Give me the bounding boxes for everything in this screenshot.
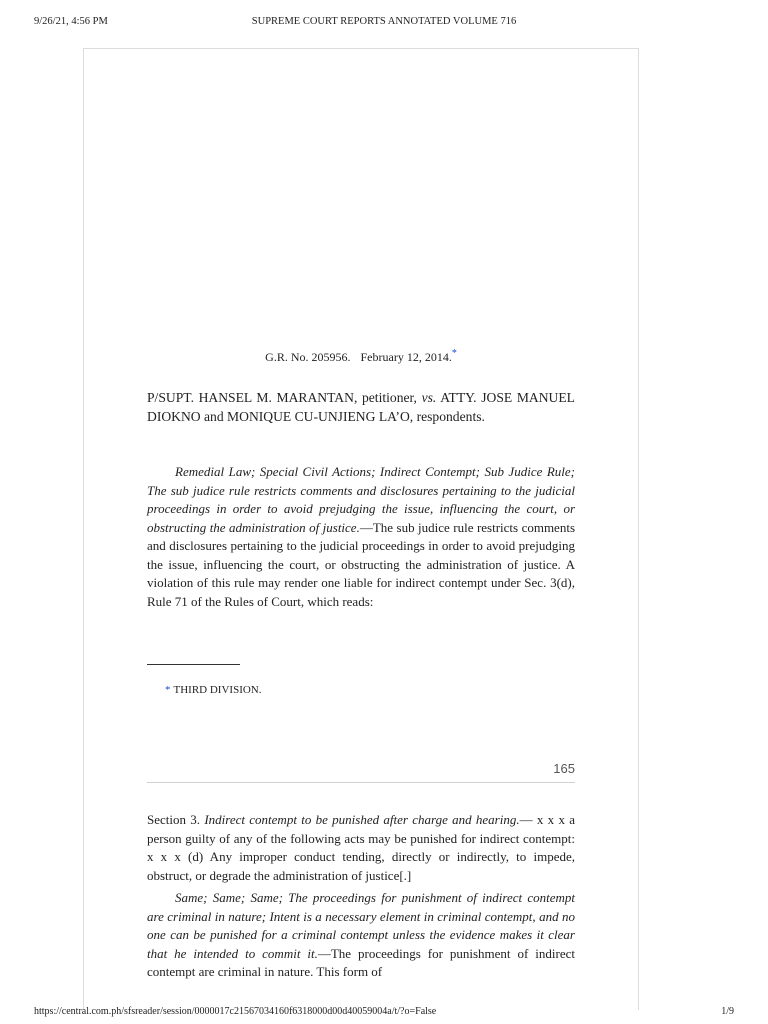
versus-text: vs.	[421, 390, 437, 405]
case-parties	[147, 388, 575, 426]
syllabus-body-2: —The proceedings for punishment of indirect contempt are criminal in nature. This form of	[147, 945, 575, 979]
syllabus-paragraph-2	[147, 889, 575, 982]
section-quote	[147, 811, 575, 885]
continued-text	[147, 811, 575, 986]
petitioner-text: P/SUPT. HANSEL M. MARANTAN, petitioner,	[147, 390, 417, 405]
case-heading	[147, 350, 575, 365]
section-body: — x x x a person guilty of any of the following acts may be punished for indirect contempt: x x x (d) Any improper conduct tending, directly or indirectly, to impede, obstruct, or degrade the administration of justice[.]	[147, 812, 575, 883]
case-gr-number: G.R. No. 205956.	[265, 350, 351, 364]
syllabus-keywords-2: Same; Same; Same; The proceedings for punishment of indirect contempt are criminal in nature; Intent is a necessary element in criminal contempt, and no one can be punished for a criminal contempt unless the evidence makes it clear that he intended to commit it.	[147, 890, 575, 961]
syllabus-keywords: Remedial Law; Special Civil Actions; Indirect Contempt; Sub Judice Rule; The sub judice rule restricts comments and disclosures pertaining to the judicial proceedings in order to avoid prejudging the issue, influencing the court, or obstructing the administration of justice.	[147, 464, 575, 535]
footnote-text: THIRD DIVISION.	[173, 684, 262, 696]
syllabus-body: —The sub judice rule restricts comments and disclosures pertaining to the judicial proceedings in order to avoid prejudging the issue, influencing the court, or obstructing the administration of justice. A violation of this rule may render one liable for indirect contempt under Sec. 3(d), Rule 71 of the Rules of Court, which reads:	[147, 519, 576, 609]
section-title: Indirect contempt to be punished after charge and hearing.	[204, 812, 520, 827]
footnote-reference-link[interactable]: *	[451, 348, 457, 359]
print-url: https://central.com.ph/sfsreader/session/0000017c21567034160f6318000d00d40059004a/t/?o=False	[34, 1006, 437, 1017]
section-label: Section 3.	[147, 812, 201, 827]
print-page-counter: 1/9	[721, 1006, 734, 1017]
footnote	[165, 684, 262, 696]
print-datetime: 9/26/21, 4:56 PM	[34, 16, 108, 27]
page-divider	[147, 782, 575, 783]
page-number: 165	[553, 761, 575, 776]
footnote-divider	[147, 664, 240, 665]
respondents-text: ATTY. JOSE MANUEL DIOKNO and MONIQUE CU-UNJIENG LA’O, respondents.	[147, 390, 575, 424]
syllabus-paragraph	[147, 463, 575, 611]
footnote-mark-link[interactable]: *	[165, 684, 171, 696]
case-date: February 12, 2014.	[360, 350, 452, 364]
syllabus	[147, 463, 575, 611]
print-title: SUPREME COURT REPORTS ANNOTATED VOLUME 716	[251, 16, 517, 27]
